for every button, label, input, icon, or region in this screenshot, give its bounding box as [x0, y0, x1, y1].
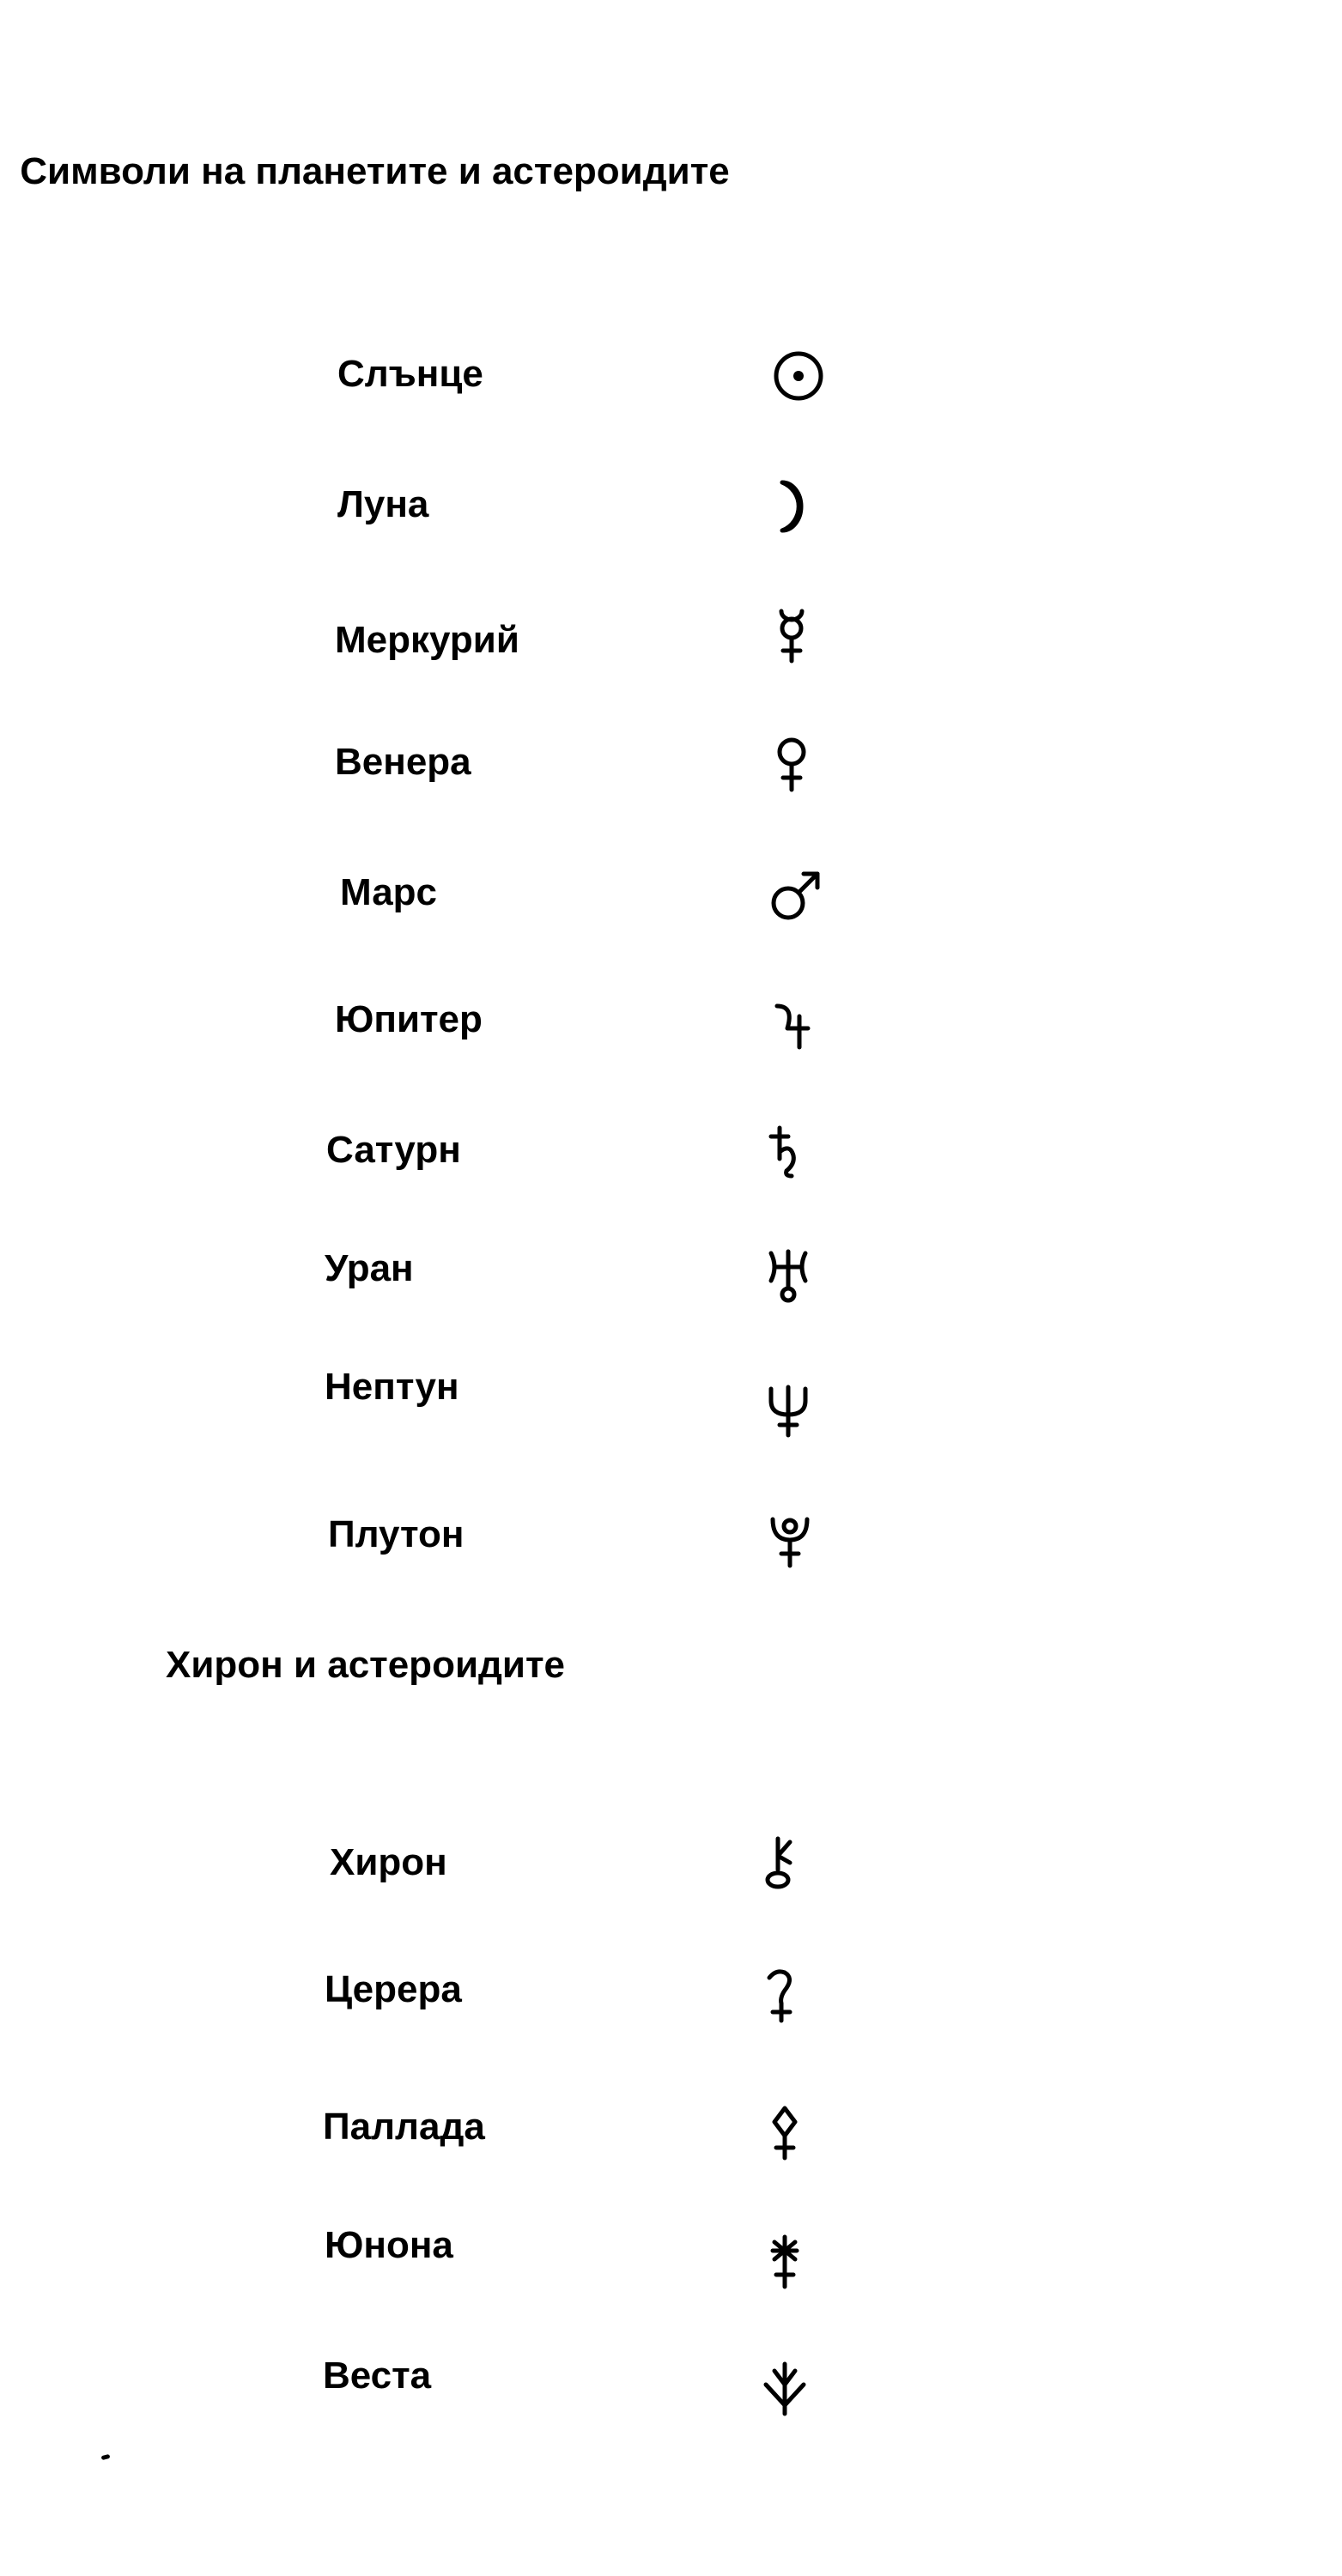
- asteroid-label-ceres: Церера: [325, 1968, 462, 2010]
- section-title: Хирон и астероидите: [166, 1644, 565, 1686]
- neptune-icon: [761, 1382, 816, 1437]
- venus-icon: [764, 736, 819, 791]
- asteroid-label-juno: Юнона: [325, 2224, 453, 2266]
- planet-label-mars: Марс: [340, 871, 438, 913]
- planet-label-saturn: Сатурн: [326, 1129, 461, 1171]
- saturn-icon: [761, 1124, 816, 1179]
- uranus-icon: [761, 1248, 816, 1303]
- mercury-icon: [764, 609, 819, 664]
- vesta-icon: [757, 2362, 812, 2417]
- pluto-icon: [762, 1512, 817, 1567]
- sun-icon: [771, 349, 826, 403]
- asteroid-label-pallas: Паллада: [323, 2106, 485, 2148]
- planet-label-mercury: Меркурий: [335, 619, 519, 661]
- juno-icon: [757, 2234, 812, 2288]
- pallas-icon: [757, 2105, 812, 2160]
- asteroid-label-chiron: Хирон: [330, 1841, 447, 1883]
- jupiter-icon: [768, 997, 823, 1052]
- planet-label-jupiter: Юпитер: [335, 998, 483, 1040]
- planet-label-moon: Луна: [337, 483, 429, 525]
- chiron-icon: [757, 1835, 812, 1890]
- planet-label-pluto: Плутон: [328, 1513, 465, 1555]
- ceres-icon: [757, 1967, 812, 2022]
- planet-label-venus: Венера: [335, 741, 471, 783]
- mars-icon: [769, 869, 824, 924]
- asteroid-label-vesta: Веста: [323, 2355, 432, 2397]
- planet-label-neptune: Нептун: [325, 1366, 459, 1408]
- moon-icon: [767, 479, 822, 534]
- planet-label-sun: Слънце: [337, 353, 483, 395]
- stray-mark: [101, 2454, 111, 2460]
- page-title: Символи на планетите и астероидите: [20, 150, 730, 192]
- planet-label-uranus: Уран: [325, 1247, 414, 1289]
